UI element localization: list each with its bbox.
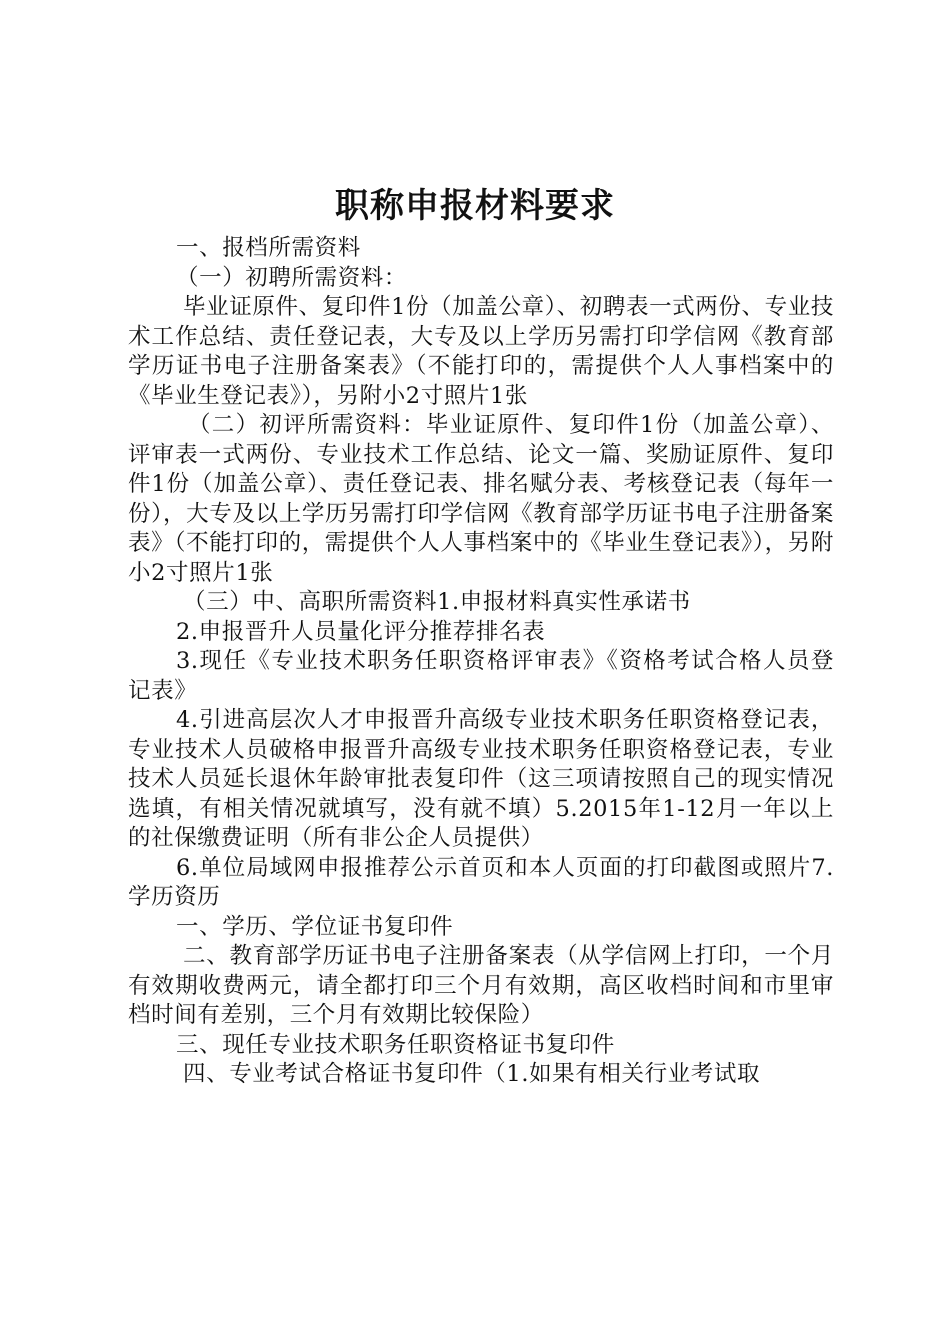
list-item: 4.引进高层次人才申报晋升高级专业技术职务任职资格登记表，专业技术人员破格申报晋升高级专业技术职务任职资格登记表，专业技术人员延长退休年龄审批表复印件（这三项请按照自己的现实情况选填，有相关情况就填写，没有就不填）5.2015年1-12月一年以上的社保缴费证明（所有非公企人员提供） <box>128 707 834 851</box>
section-heading: 三、现任专业技术职务任职资格证书复印件 <box>176 1031 615 1058</box>
paragraph: 毕业证原件、复印件1份（加盖公章）、初聘表一式两份、专业技术工作总结、责任登记表，大专及以上学历另需打印学信网《教育部学历证书电子注册备案表》（不能打印的，需提供个人人事档案中的《毕业生登记表》），另附小2寸照片1张 <box>128 294 834 409</box>
document-body <box>128 234 834 1090</box>
paragraph: 四、专业考试合格证书复印件（1.如果有相关行业考试取 <box>183 1061 761 1087</box>
list-item: 3.现任《专业技术职务任职资格评审表》《资格考试合格人员登记表》 <box>128 648 834 704</box>
document-title: 职称申报材料要求 <box>335 186 615 226</box>
list-item: 6.单位局域网申报推荐公示首页和本人页面的打印截图或照片7.学历资历 <box>128 854 834 910</box>
list-item: 2.申报晋升人员量化评分推荐排名表 <box>176 618 546 645</box>
section-heading: 一、报档所需资料 <box>176 235 361 261</box>
paragraph: （三）中、高职所需资料1.申报材料真实性承诺书 <box>183 589 691 615</box>
section-heading: 一、学历、学位证书复印件 <box>176 913 454 940</box>
paragraph: 二、教育部学历证书电子注册备案表（从学信网上打印，一个月有效期收费两元，请全都打印三个月有效期，高区收档时间和市里审档时间有差别，三个月有效期比较保险） <box>128 943 834 1028</box>
paragraph: （二）初评所需资料：毕业证原件、复印件1份（加盖公章）、评审表一式两份、专业技术工作总结、论文一篇、奖励证原件、复印件1份（加盖公章）、责任登记表、排名赋分表、考核登记表（每年一份），大专及以上学历另需打印学信网《教育部学历证书电子注册备案表》（不能打印的，需提供个人人事档案中的《毕业生登记表》），另附小2寸照片1张 <box>128 412 834 586</box>
subsection-heading: （一）初聘所需资料： <box>176 264 408 291</box>
